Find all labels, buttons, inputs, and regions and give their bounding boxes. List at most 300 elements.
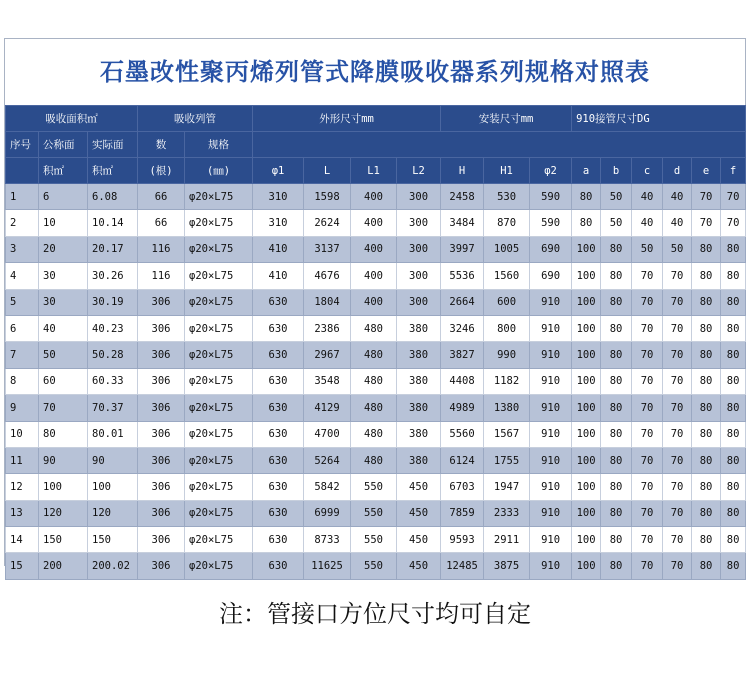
table-cell: 80 xyxy=(692,289,721,315)
table-cell: 400 xyxy=(351,236,397,262)
table-cell: 30 xyxy=(39,289,88,315)
table-cell: 70 xyxy=(721,184,746,210)
table-cell: 480 xyxy=(351,342,397,368)
table-cell: 300 xyxy=(397,289,441,315)
header-col: L2 xyxy=(397,158,441,184)
table-cell: 70 xyxy=(632,342,663,368)
table-cell: 66 xyxy=(138,210,185,236)
table-cell: 100 xyxy=(572,447,601,473)
table-cell: 1804 xyxy=(304,289,351,315)
table-cell: 80 xyxy=(601,395,632,421)
table-row xyxy=(6,368,746,394)
table-cell: 5 xyxy=(6,289,39,315)
table-cell: 600 xyxy=(484,289,530,315)
table-cell: 2967 xyxy=(304,342,351,368)
table-cell: 3 xyxy=(6,236,39,262)
table-cell: 550 xyxy=(351,527,397,553)
table-cell: 100 xyxy=(572,289,601,315)
table-cell: 1560 xyxy=(484,263,530,289)
table-cell: 630 xyxy=(253,368,304,394)
table-cell: 50.28 xyxy=(88,342,138,368)
table-cell: 60 xyxy=(39,368,88,394)
table-cell: 80 xyxy=(721,315,746,341)
table-cell: 100 xyxy=(572,236,601,262)
table-cell: 70 xyxy=(632,447,663,473)
table-cell: 5560 xyxy=(441,421,484,447)
table-cell: 100 xyxy=(572,395,601,421)
table-cell: 6999 xyxy=(304,500,351,526)
table-cell: 80 xyxy=(692,263,721,289)
table-cell: 2911 xyxy=(484,527,530,553)
table-cell: 4129 xyxy=(304,395,351,421)
table-cell: 7 xyxy=(6,342,39,368)
table-cell: 10 xyxy=(6,421,39,447)
table-cell: 70 xyxy=(663,527,692,553)
table-cell: φ20×L75 xyxy=(185,500,253,526)
table-body xyxy=(6,184,746,580)
table-cell: 300 xyxy=(397,236,441,262)
table-cell: 11 xyxy=(6,447,39,473)
table-cell: 50 xyxy=(632,236,663,262)
table-cell: 70 xyxy=(692,184,721,210)
table-cell: φ20×L75 xyxy=(185,342,253,368)
table-cell: 550 xyxy=(351,474,397,500)
table-cell: 40 xyxy=(663,210,692,236)
table-cell: 11625 xyxy=(304,553,351,579)
table-cell: 1755 xyxy=(484,447,530,473)
table-cell: 80 xyxy=(692,368,721,394)
table-cell: φ20×L75 xyxy=(185,210,253,236)
table-cell: 80 xyxy=(601,342,632,368)
table-cell: 80 xyxy=(721,447,746,473)
table-cell: 100 xyxy=(572,263,601,289)
table-cell: 80 xyxy=(721,395,746,421)
table-cell: 480 xyxy=(351,421,397,447)
table-cell: 2333 xyxy=(484,500,530,526)
table-cell: 70 xyxy=(663,342,692,368)
table-cell: 80 xyxy=(601,289,632,315)
table-cell: 70 xyxy=(663,315,692,341)
table-cell: 630 xyxy=(253,553,304,579)
table-cell: 306 xyxy=(138,342,185,368)
table-cell: 80 xyxy=(692,421,721,447)
table-cell: 80 xyxy=(39,421,88,447)
table-cell: 70 xyxy=(632,553,663,579)
header-count-unit: (根) xyxy=(138,158,185,184)
header-seq-blank xyxy=(6,158,39,184)
table-cell: 306 xyxy=(138,315,185,341)
header-seq: 序号 xyxy=(6,132,39,158)
table-cell: 6.08 xyxy=(88,184,138,210)
table-cell: 70 xyxy=(632,263,663,289)
table-cell: 5536 xyxy=(441,263,484,289)
table-cell: 910 xyxy=(530,421,572,447)
table-cell: 100 xyxy=(572,553,601,579)
table-cell: 66 xyxy=(138,184,185,210)
table-cell: 910 xyxy=(530,500,572,526)
table-cell: 3875 xyxy=(484,553,530,579)
table-cell: 40.23 xyxy=(88,315,138,341)
table-cell: 630 xyxy=(253,421,304,447)
table-row xyxy=(6,421,746,447)
table-cell: 380 xyxy=(397,395,441,421)
table-cell: 80 xyxy=(721,474,746,500)
header-col: L1 xyxy=(351,158,397,184)
table-cell: 80 xyxy=(721,289,746,315)
table-cell: 410 xyxy=(253,263,304,289)
table-cell: 40 xyxy=(632,184,663,210)
table-cell: 380 xyxy=(397,342,441,368)
table-cell: 3548 xyxy=(304,368,351,394)
table-cell: φ20×L75 xyxy=(185,263,253,289)
table-cell: 910 xyxy=(530,395,572,421)
table-cell: 1567 xyxy=(484,421,530,447)
table-cell: 4989 xyxy=(441,395,484,421)
table-cell: 70.37 xyxy=(88,395,138,421)
spec-sheet xyxy=(4,38,746,573)
table-cell: 9 xyxy=(6,395,39,421)
table-cell: 8 xyxy=(6,368,39,394)
table-cell: 7859 xyxy=(441,500,484,526)
table-row xyxy=(6,500,746,526)
table-cell: 70 xyxy=(632,289,663,315)
table-cell: 4408 xyxy=(441,368,484,394)
table-cell: 2386 xyxy=(304,315,351,341)
table-cell: 410 xyxy=(253,236,304,262)
table-cell: 6124 xyxy=(441,447,484,473)
table-row xyxy=(6,553,746,579)
table-cell: 30.19 xyxy=(88,289,138,315)
table-cell: 306 xyxy=(138,368,185,394)
header-spec-unit: (㎜) xyxy=(185,158,253,184)
table-cell: 200 xyxy=(39,553,88,579)
table-row xyxy=(6,210,746,236)
header-row-2 xyxy=(6,132,746,158)
table-cell: 6703 xyxy=(441,474,484,500)
table-cell: 300 xyxy=(397,184,441,210)
table-cell: φ20×L75 xyxy=(185,289,253,315)
sheet-title: 石墨改性聚丙烯列管式降膜吸收器系列规格对照表 xyxy=(100,58,650,86)
table-cell: 12 xyxy=(6,474,39,500)
table-cell: 630 xyxy=(253,289,304,315)
table-cell: 70 xyxy=(663,500,692,526)
table-cell: 306 xyxy=(138,474,185,500)
table-cell: 100 xyxy=(572,342,601,368)
table-cell: 450 xyxy=(397,500,441,526)
table-cell: 590 xyxy=(530,184,572,210)
table-cell: 910 xyxy=(530,474,572,500)
table-cell: 70 xyxy=(692,210,721,236)
table-cell: 100 xyxy=(572,421,601,447)
table-cell: 13 xyxy=(6,500,39,526)
table-cell: 2 xyxy=(6,210,39,236)
table-cell: 116 xyxy=(138,263,185,289)
table-cell: 310 xyxy=(253,210,304,236)
table-cell: 400 xyxy=(351,263,397,289)
header-row-3 xyxy=(6,158,746,184)
table-cell: 4700 xyxy=(304,421,351,447)
table-header xyxy=(6,106,746,184)
table-cell: 550 xyxy=(351,553,397,579)
table-cell: φ20×L75 xyxy=(185,368,253,394)
table-cell: 70 xyxy=(663,395,692,421)
table-cell: 80 xyxy=(601,500,632,526)
table-cell: 80 xyxy=(721,421,746,447)
table-cell: 70 xyxy=(632,421,663,447)
table-cell: 50 xyxy=(39,342,88,368)
table-cell: 480 xyxy=(351,368,397,394)
table-cell: 80 xyxy=(721,236,746,262)
header-col: φ1 xyxy=(253,158,304,184)
table-cell: φ20×L75 xyxy=(185,315,253,341)
header-col: b xyxy=(601,158,632,184)
table-cell: 70 xyxy=(632,474,663,500)
table-cell: 116 xyxy=(138,236,185,262)
header-col: d xyxy=(663,158,692,184)
table-cell: 80 xyxy=(572,210,601,236)
table-cell: 50 xyxy=(601,210,632,236)
table-cell: 300 xyxy=(397,263,441,289)
table-cell: 630 xyxy=(253,342,304,368)
table-cell: 910 xyxy=(530,315,572,341)
table-cell: φ20×L75 xyxy=(185,421,253,447)
table-cell: 80 xyxy=(601,474,632,500)
table-row xyxy=(6,315,746,341)
table-cell: 80 xyxy=(692,315,721,341)
table-cell: 40 xyxy=(663,184,692,210)
table-cell: 1380 xyxy=(484,395,530,421)
table-cell: 630 xyxy=(253,395,304,421)
table-cell: 80 xyxy=(572,184,601,210)
table-cell: 70 xyxy=(663,289,692,315)
table-cell: 6 xyxy=(6,315,39,341)
table-cell: 380 xyxy=(397,315,441,341)
header-count: 数 xyxy=(138,132,185,158)
table-cell: 120 xyxy=(88,500,138,526)
table-cell: 80.01 xyxy=(88,421,138,447)
footnote: 注：管接口方位尺寸均可自定 xyxy=(219,600,531,628)
table-cell: 1005 xyxy=(484,236,530,262)
header-spec: 规格 xyxy=(185,132,253,158)
table-cell: 3246 xyxy=(441,315,484,341)
table-row xyxy=(6,342,746,368)
header-nozzle-dimensions: 910接管尺寸DG xyxy=(572,106,746,132)
table-cell: 150 xyxy=(88,527,138,553)
header-actual: 实际面 xyxy=(88,132,138,158)
table-cell: 80 xyxy=(601,315,632,341)
table-cell: 3997 xyxy=(441,236,484,262)
table-cell: 3827 xyxy=(441,342,484,368)
table-row xyxy=(6,289,746,315)
table-cell: 300 xyxy=(397,210,441,236)
table-cell: 70 xyxy=(663,421,692,447)
table-cell: 80 xyxy=(692,500,721,526)
table-cell: 60.33 xyxy=(88,368,138,394)
table-cell: 480 xyxy=(351,315,397,341)
header-outer-dimensions: 外形尺寸mm xyxy=(253,106,441,132)
table-cell: 100 xyxy=(39,474,88,500)
table-cell: 50 xyxy=(663,236,692,262)
table-row xyxy=(6,447,746,473)
table-cell: 10 xyxy=(39,210,88,236)
table-cell: 80 xyxy=(601,527,632,553)
table-cell: 10.14 xyxy=(88,210,138,236)
table-cell: 100 xyxy=(572,368,601,394)
table-cell: 306 xyxy=(138,553,185,579)
table-cell: 8733 xyxy=(304,527,351,553)
table-cell: 80 xyxy=(692,395,721,421)
table-cell: φ20×L75 xyxy=(185,474,253,500)
table-cell: φ20×L75 xyxy=(185,395,253,421)
header-col: a xyxy=(572,158,601,184)
header-nominal-unit: 积㎡ xyxy=(39,158,88,184)
table-cell: 3137 xyxy=(304,236,351,262)
table-cell: 910 xyxy=(530,447,572,473)
table-cell: 20 xyxy=(39,236,88,262)
table-cell: 80 xyxy=(601,553,632,579)
table-cell: 80 xyxy=(721,500,746,526)
header-col: c xyxy=(632,158,663,184)
table-cell: 910 xyxy=(530,289,572,315)
table-cell: 630 xyxy=(253,527,304,553)
table-cell: 306 xyxy=(138,447,185,473)
table-cell: 40 xyxy=(39,315,88,341)
table-cell: 1598 xyxy=(304,184,351,210)
table-cell: 306 xyxy=(138,289,185,315)
table-cell: 480 xyxy=(351,395,397,421)
table-cell: 800 xyxy=(484,315,530,341)
table-cell: 630 xyxy=(253,315,304,341)
table-cell: 2458 xyxy=(441,184,484,210)
table-cell: 306 xyxy=(138,500,185,526)
table-cell: 80 xyxy=(692,553,721,579)
header-install-dimensions: 安装尺寸mm xyxy=(441,106,572,132)
table-row xyxy=(6,395,746,421)
table-cell: 910 xyxy=(530,368,572,394)
table-cell: 30.26 xyxy=(88,263,138,289)
table-cell: 70 xyxy=(663,368,692,394)
header-row-1 xyxy=(6,106,746,132)
header-col: L xyxy=(304,158,351,184)
table-cell: 990 xyxy=(484,342,530,368)
table-cell: 630 xyxy=(253,500,304,526)
table-cell: 100 xyxy=(572,474,601,500)
table-cell: 306 xyxy=(138,527,185,553)
table-cell: 550 xyxy=(351,500,397,526)
table-cell: 80 xyxy=(692,236,721,262)
table-cell: 9593 xyxy=(441,527,484,553)
table-cell: 310 xyxy=(253,184,304,210)
table-cell: 70 xyxy=(632,527,663,553)
table-cell: 80 xyxy=(721,527,746,553)
table-cell: 690 xyxy=(530,263,572,289)
table-cell: 1947 xyxy=(484,474,530,500)
table-cell: 40 xyxy=(632,210,663,236)
table-cell: 2624 xyxy=(304,210,351,236)
header-tubes: 吸收列管 xyxy=(138,106,253,132)
table-cell: 100 xyxy=(572,527,601,553)
table-cell: 306 xyxy=(138,395,185,421)
table-cell: φ20×L75 xyxy=(185,236,253,262)
table-cell: 80 xyxy=(692,447,721,473)
table-cell: 5842 xyxy=(304,474,351,500)
table-cell: 70 xyxy=(632,395,663,421)
table-cell: 5264 xyxy=(304,447,351,473)
table-cell: 4676 xyxy=(304,263,351,289)
table-cell: 306 xyxy=(138,421,185,447)
table-cell: φ20×L75 xyxy=(185,527,253,553)
table-cell: 630 xyxy=(253,447,304,473)
table-cell: 910 xyxy=(530,527,572,553)
table-cell: 630 xyxy=(253,474,304,500)
table-cell: 80 xyxy=(601,421,632,447)
table-cell: 70 xyxy=(663,263,692,289)
table-cell: φ20×L75 xyxy=(185,447,253,473)
table-cell: 80 xyxy=(601,236,632,262)
table-cell: 80 xyxy=(601,368,632,394)
table-cell: 380 xyxy=(397,447,441,473)
table-cell: 80 xyxy=(692,342,721,368)
table-cell: 15 xyxy=(6,553,39,579)
table-cell: φ20×L75 xyxy=(185,553,253,579)
table-cell: 70 xyxy=(663,447,692,473)
table-cell: 1 xyxy=(6,184,39,210)
table-cell: 2664 xyxy=(441,289,484,315)
header-col: H1 xyxy=(484,158,530,184)
table-cell: 4 xyxy=(6,263,39,289)
table-cell: 400 xyxy=(351,210,397,236)
table-cell: 450 xyxy=(397,527,441,553)
table-cell: 910 xyxy=(530,553,572,579)
table-cell: 1182 xyxy=(484,368,530,394)
table-cell: 80 xyxy=(721,368,746,394)
table-cell: 14 xyxy=(6,527,39,553)
table-cell: 90 xyxy=(88,447,138,473)
table-cell: 80 xyxy=(721,553,746,579)
table-cell: 80 xyxy=(601,263,632,289)
table-row xyxy=(6,184,746,210)
table-cell: 30 xyxy=(39,263,88,289)
table-cell: 80 xyxy=(692,474,721,500)
table-cell: 530 xyxy=(484,184,530,210)
table-cell: 910 xyxy=(530,342,572,368)
table-cell: 400 xyxy=(351,184,397,210)
table-cell: 150 xyxy=(39,527,88,553)
table-cell: 6 xyxy=(39,184,88,210)
table-cell: 70 xyxy=(632,368,663,394)
header-area: 吸收面积㎡ xyxy=(6,106,138,132)
table-cell: 70 xyxy=(721,210,746,236)
table-cell: 70 xyxy=(39,395,88,421)
table-cell: 80 xyxy=(692,527,721,553)
header-nominal: 公称面 xyxy=(39,132,88,158)
table-cell: 450 xyxy=(397,474,441,500)
table-row xyxy=(6,263,746,289)
header-col: f xyxy=(721,158,746,184)
header-blank xyxy=(253,132,746,158)
header-col: φ2 xyxy=(530,158,572,184)
table-cell: 70 xyxy=(663,474,692,500)
header-col: H xyxy=(441,158,484,184)
table-row xyxy=(6,527,746,553)
table-cell: 450 xyxy=(397,553,441,579)
table-cell: 12485 xyxy=(441,553,484,579)
table-cell: 100 xyxy=(572,500,601,526)
table-cell: 380 xyxy=(397,421,441,447)
table-cell: 50 xyxy=(601,184,632,210)
table-cell: 70 xyxy=(632,500,663,526)
spec-table xyxy=(5,105,746,580)
